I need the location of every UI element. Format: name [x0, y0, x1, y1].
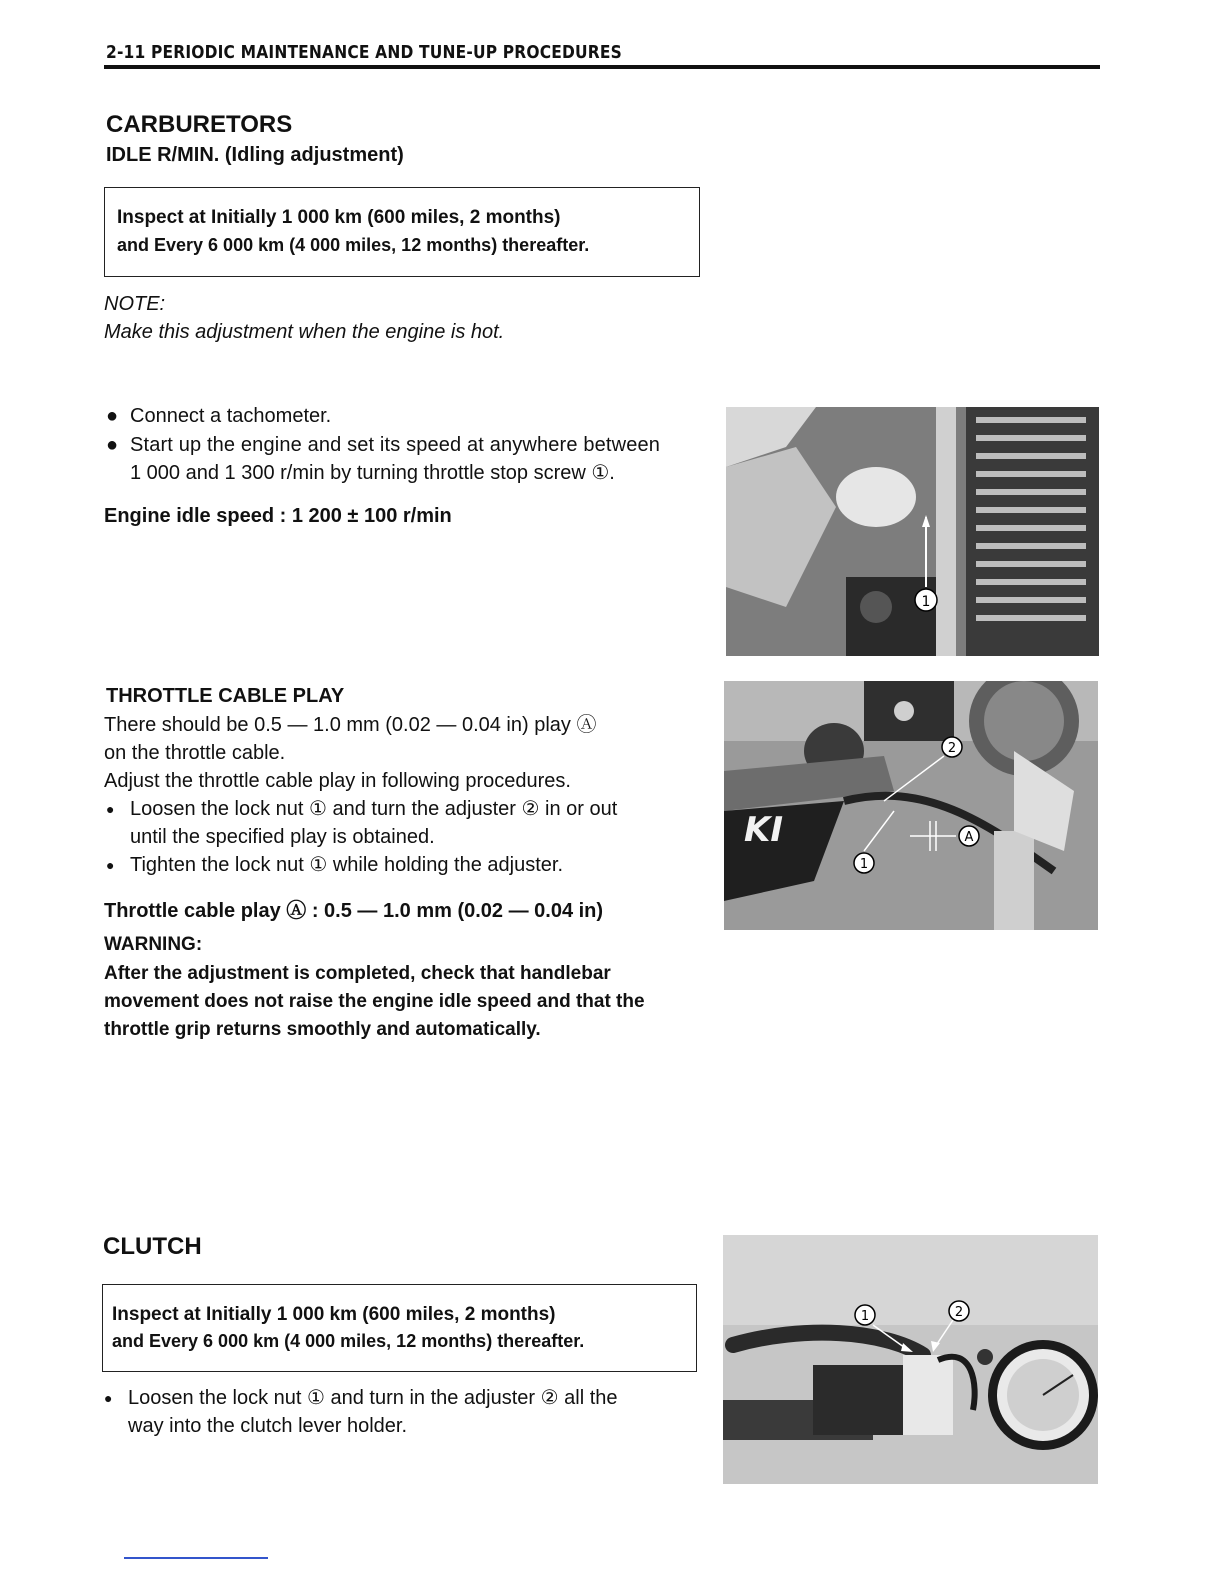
callout-1: 1	[859, 857, 869, 872]
bullet-dot: ●	[106, 434, 119, 456]
callout-2: 2	[954, 1305, 964, 1320]
callout-1: 1	[921, 594, 931, 610]
inspect-line-1: Inspect at Initially 1 000 km (600 miles, 2 months)	[117, 207, 561, 228]
throttle-line-3: Adjust the throttle cable play in following procedures.	[104, 770, 571, 792]
bullet-dot: ●	[106, 405, 119, 427]
note-label: NOTE:	[104, 293, 166, 315]
bullet-dot: ●	[104, 1390, 113, 1406]
throttle-line-1: There should be 0.5 — 1.0 mm (0.02 — 0.04 in) play Ⓐ	[104, 714, 597, 736]
bullet-dot: ●	[106, 801, 115, 817]
throttle-line-2: on the throttle cable.	[104, 742, 286, 764]
inspect-box-clutch	[102, 1284, 697, 1372]
callout-1: 1	[860, 1309, 870, 1324]
inspect-line-2: and Every 6 000 km (4 000 miles, 12 months) thereafter.	[117, 235, 590, 255]
bullet-dot: ●	[106, 857, 115, 873]
page-header: 2-11 PERIODIC MAINTENANCE AND TUNE-UP PROCEDURES	[106, 42, 622, 63]
warning-line-1: After the adjustment is completed, check that handlebar	[104, 963, 611, 984]
section-title-clutch: CLUTCH	[103, 1233, 202, 1260]
header-rule	[104, 65, 1100, 69]
photo-throttle-stop-screw	[726, 407, 1099, 656]
spec-throttle-cable-play: Throttle cable play Ⓐ : 0.5 — 1.0 mm (0.02 — 0.04 in)	[104, 900, 604, 922]
inspect-box-carburetors	[104, 187, 700, 277]
photo-throttle-cable	[724, 681, 1098, 930]
spec-idle-speed: Engine idle speed : 1 200 ± 100 r/min	[104, 505, 452, 527]
callout-2: 2	[947, 741, 957, 756]
photo-clutch-lever	[723, 1235, 1098, 1484]
warning-label: WARNING:	[104, 934, 203, 955]
warning-line-2: movement does not raise the engine idle speed and that the	[104, 991, 645, 1012]
warning-line-3: throttle grip returns smoothly and automatically.	[104, 1019, 541, 1040]
inspect-line-2: and Every 6 000 km (4 000 miles, 12 months) thereafter.	[112, 1331, 585, 1351]
section-title-throttle-cable: THROTTLE CABLE PLAY	[106, 685, 345, 707]
callout-A: A	[964, 830, 974, 845]
note-text: Make this adjustment when the engine is hot.	[104, 321, 505, 343]
footer-line	[124, 1557, 268, 1559]
photo-logo-text: KI	[744, 810, 783, 850]
section-title-carburetors: CARBURETORS	[106, 111, 293, 138]
inspect-line-1: Inspect at Initially 1 000 km (600 miles, 2 months)	[112, 1304, 556, 1325]
subtitle-idle-rpm: IDLE R/MIN. (Idling adjustment)	[106, 144, 404, 166]
